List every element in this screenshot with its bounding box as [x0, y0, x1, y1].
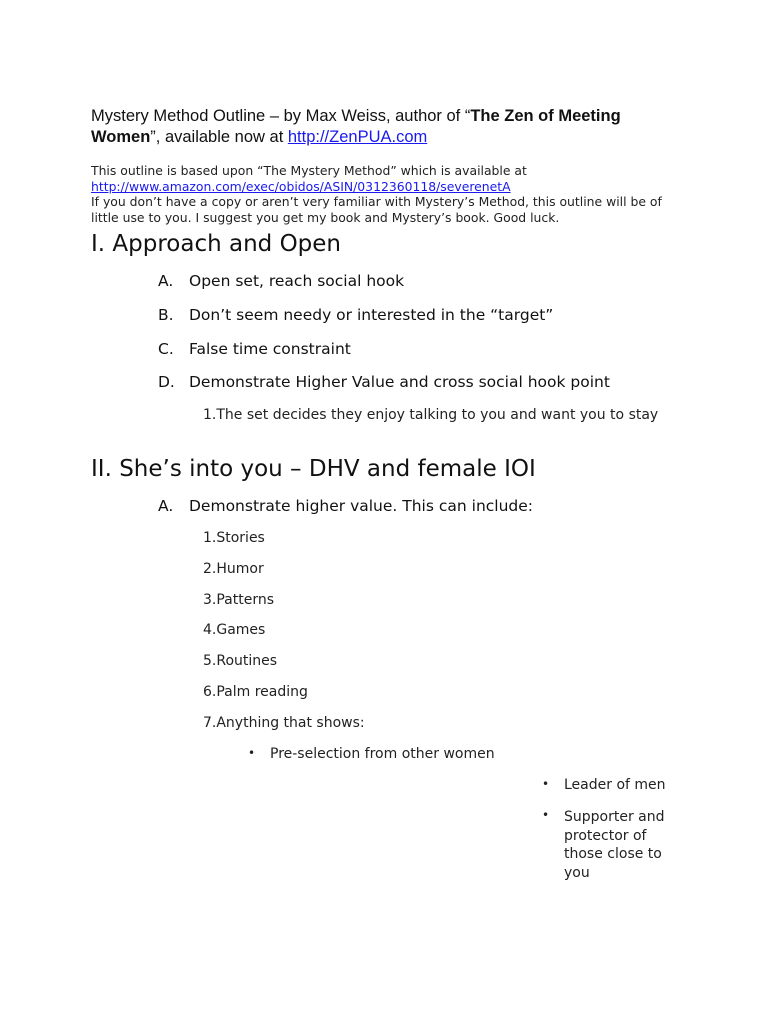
item-text: Demonstrate higher value. This can include: — [189, 497, 534, 515]
list-item-games: 4.Games — [203, 622, 266, 638]
outline-item-b — [158, 306, 553, 324]
intro-line-1: This outline is based upon “The Mystery Method” which is available at — [91, 163, 527, 178]
outline-item-a — [158, 272, 404, 290]
intro-line-2: If you don’t have a copy or aren’t very familiar with Mystery’s Method, this outline will be of little use to you. I suggest you get my book and Mystery’s book. Good luck. — [91, 194, 662, 225]
outline-item-d — [158, 373, 610, 391]
bullet-pre-selection — [248, 746, 495, 762]
section-1-heading: I. Approach and Open — [91, 231, 342, 257]
title-mid: ”, available now at — [150, 128, 288, 146]
list-item-stories: 1.Stories — [203, 530, 265, 546]
item-text: Don’t seem needy or interested in the “target” — [189, 306, 554, 324]
list-item-palm-reading: 6.Palm reading — [203, 684, 308, 700]
list-item-humor: 2.Humor — [203, 561, 264, 577]
bullet-text: Leader of men — [564, 777, 666, 793]
document-title — [91, 106, 691, 148]
bullet-supporter — [542, 808, 686, 882]
item-letter: C. — [158, 340, 174, 358]
outline-item-dhv — [158, 497, 533, 515]
item-text: False time constraint — [189, 340, 351, 358]
item-letter: B. — [158, 306, 174, 324]
bullet-icon: • — [542, 808, 550, 822]
item-letter: A. — [158, 497, 174, 515]
zenpua-link[interactable]: http://ZenPUA.com — [287, 128, 428, 146]
section-2-heading: II. She’s into you – DHV and female IOI — [91, 456, 536, 482]
bullet-text: Pre-selection from other women — [270, 746, 495, 762]
item-letter: A. — [158, 272, 174, 290]
list-item-anything: 7.Anything that shows: — [203, 715, 365, 731]
bullet-icon: • — [248, 746, 256, 760]
list-item-patterns: 3.Patterns — [203, 592, 275, 608]
book-title: The Zen of Meeting Women — [91, 107, 621, 146]
bullet-text: Supporter and protector of those close to you — [564, 809, 665, 881]
amazon-link[interactable]: http://www.amazon.com/exec/obidos/ASIN/0312360118/severenetA — [91, 178, 511, 194]
intro-paragraph — [91, 163, 691, 225]
item-letter: D. — [158, 373, 175, 391]
sub-item-set-decides: 1.The set decides they enjoy talking to you and want you to stay — [203, 407, 659, 423]
list-item-routines: 5.Routines — [203, 653, 278, 669]
title-prefix: Mystery Method Outline – by Max Weiss, author of “ — [91, 107, 471, 125]
item-text: Demonstrate Higher Value and cross social hook point — [189, 373, 610, 391]
item-text: Open set, reach social hook — [189, 272, 405, 290]
bullet-icon: • — [542, 777, 550, 791]
outline-item-c — [158, 340, 351, 358]
bullet-leader — [542, 777, 666, 793]
